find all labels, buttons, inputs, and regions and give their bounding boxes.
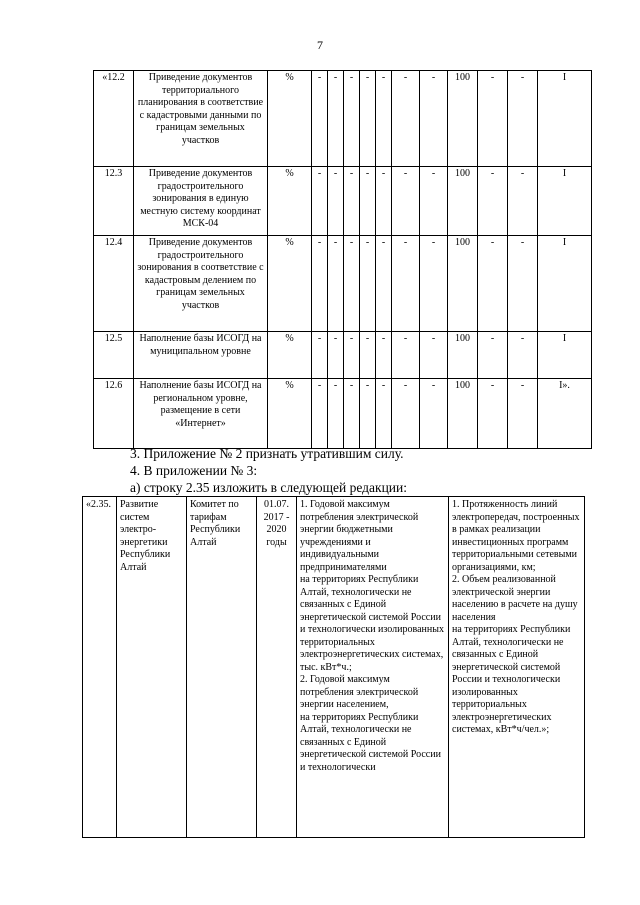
- table-row: [94, 236, 592, 332]
- table-row: [94, 71, 592, 167]
- value-cell: -: [312, 167, 328, 236]
- indicators-table: [93, 70, 592, 449]
- value-cell: -: [376, 71, 392, 167]
- value-cell: -: [508, 332, 538, 379]
- period-cell: 01.07. 2017 - 2020 годы: [257, 497, 297, 838]
- table-row: [94, 332, 592, 379]
- unit-cell: %: [268, 379, 312, 449]
- unit-cell: %: [268, 332, 312, 379]
- indicator-name: Приведение документов градостроительного зонирования в единую местную систему координат МСК-04: [134, 167, 268, 236]
- target-value-cell: 100: [448, 71, 478, 167]
- value-cell: -: [360, 71, 376, 167]
- target-value-cell: 100: [448, 379, 478, 449]
- table-row: [94, 379, 592, 449]
- type-cell: I: [538, 71, 592, 167]
- table-row: [83, 497, 585, 838]
- value-cell: -: [312, 236, 328, 332]
- value-cell: -: [508, 71, 538, 167]
- unit-cell: %: [268, 236, 312, 332]
- row-number: 12.5: [94, 332, 134, 379]
- value-cell: -: [376, 379, 392, 449]
- value-cell: -: [328, 332, 344, 379]
- value-cell: -: [420, 379, 448, 449]
- value-cell: -: [478, 332, 508, 379]
- indicator-name: Приведение документов градостроительного зонирования в соответствие с кадастровым делением по границам земельных участков: [134, 236, 268, 332]
- value-cell: -: [508, 236, 538, 332]
- value-cell: -: [420, 236, 448, 332]
- value-cell: -: [360, 167, 376, 236]
- paragraph-appendix-3: 4. В приложении № 3:: [130, 463, 258, 478]
- value-cell: -: [312, 379, 328, 449]
- value-cell: -: [420, 71, 448, 167]
- target-value-cell: 100: [448, 332, 478, 379]
- target-value-cell: 100: [448, 236, 478, 332]
- value-cell: -: [328, 71, 344, 167]
- paragraph-row-2-35: а) строку 2.35 изложить в следующей редакции:: [130, 480, 407, 495]
- indicator-name: Приведение документов территориального планирования в соответствие с кадастровыми данными по границам земельных участков: [134, 71, 268, 167]
- value-cell: -: [376, 236, 392, 332]
- results-cell: 1. Годовой максимум потребления электрической энергии бюджетными учреждениями и индивидуальными предпринимателями на территориях Республики Алтай, технологически не связанных с Единой энергетической системой России и технологически изолированных территориальных электроэнергетических системах, тыс. кВт*ч.; 2. Годовой максимум потребления электрической энергии населением, на территориях Республики Алтай, технологически не связанных с Единой энергетической системой России и технологически: [297, 497, 449, 838]
- value-cell: -: [392, 71, 420, 167]
- indicators-cell: 1. Протяженность линий электропередач, построенных в рамках реализации инвестиционных программ территориальными сетевыми организациями, км; 2. Объем реализованной электрической энергии населению в расчете на душу населения на территориях Республики Алтай, технологически не связанных с Единой энергетической системой России и технологически изолированных территориальных электроэнергетических системах, кВт*ч/чел.»;: [449, 497, 585, 838]
- unit-cell: %: [268, 167, 312, 236]
- row-number: 12.4: [94, 236, 134, 332]
- value-cell: -: [312, 71, 328, 167]
- value-cell: -: [392, 236, 420, 332]
- row-number: «2.35.: [83, 497, 117, 838]
- type-cell: I».: [538, 379, 592, 449]
- value-cell: -: [420, 332, 448, 379]
- indicator-name: Наполнение базы ИСОГД на региональном уровне, размещение в сети «Интернет»: [134, 379, 268, 449]
- value-cell: -: [508, 167, 538, 236]
- type-cell: I: [538, 236, 592, 332]
- type-cell: I: [538, 332, 592, 379]
- value-cell: -: [392, 332, 420, 379]
- value-cell: -: [344, 71, 360, 167]
- value-cell: -: [360, 236, 376, 332]
- value-cell: -: [344, 332, 360, 379]
- value-cell: -: [312, 332, 328, 379]
- value-cell: -: [392, 379, 420, 449]
- program-row-table: [82, 496, 585, 838]
- table-row: [94, 167, 592, 236]
- value-cell: -: [328, 379, 344, 449]
- value-cell: -: [508, 379, 538, 449]
- value-cell: -: [328, 236, 344, 332]
- value-cell: -: [478, 167, 508, 236]
- value-cell: -: [360, 379, 376, 449]
- value-cell: -: [344, 379, 360, 449]
- indicator-name: Наполнение базы ИСОГД на муниципальном уровне: [134, 332, 268, 379]
- value-cell: -: [376, 167, 392, 236]
- value-cell: -: [392, 167, 420, 236]
- program-name: Развитие систем электро-энергетики Республики Алтай: [117, 497, 187, 838]
- target-value-cell: 100: [448, 167, 478, 236]
- unit-cell: %: [268, 71, 312, 167]
- page-number: 7: [317, 38, 323, 52]
- row-number: 12.6: [94, 379, 134, 449]
- value-cell: -: [376, 332, 392, 379]
- type-cell: I: [538, 167, 592, 236]
- value-cell: -: [478, 236, 508, 332]
- value-cell: -: [360, 332, 376, 379]
- value-cell: -: [420, 167, 448, 236]
- value-cell: -: [344, 167, 360, 236]
- value-cell: -: [344, 236, 360, 332]
- value-cell: -: [478, 379, 508, 449]
- value-cell: -: [328, 167, 344, 236]
- paragraph-appendix-2: 3. Приложение № 2 признать утратившим силу.: [130, 446, 404, 461]
- executor-cell: Комитет по тарифам Республики Алтай: [187, 497, 257, 838]
- row-number: 12.3: [94, 167, 134, 236]
- value-cell: -: [478, 71, 508, 167]
- row-number: «12.2: [94, 71, 134, 167]
